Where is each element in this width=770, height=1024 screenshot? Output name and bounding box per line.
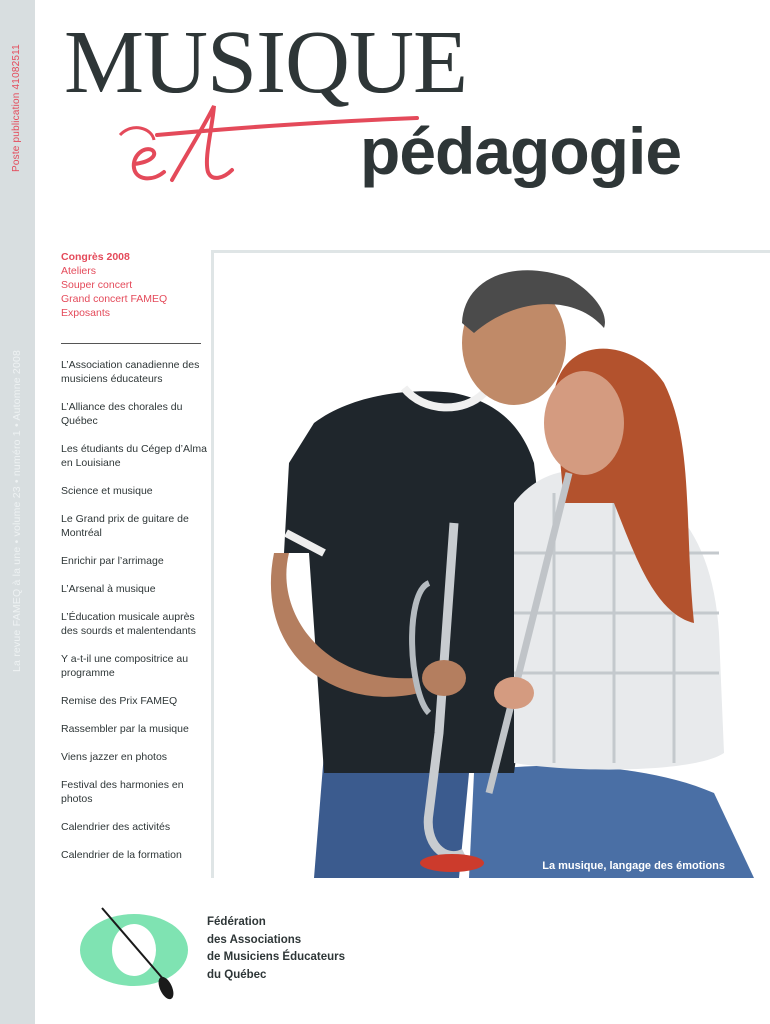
fameq-logo xyxy=(76,902,196,1007)
congres-item: Grand concert FAMEQ xyxy=(61,293,168,305)
congres-item: Souper concert xyxy=(61,279,133,291)
article-item: Remise des Prix FAMEQ xyxy=(61,695,178,707)
fameq-q-logo-icon xyxy=(76,902,196,1002)
article-item: L’Association canadienne des musiciens éducateurs xyxy=(61,359,200,385)
spine-poste-publication: Poste publication 41082511 xyxy=(11,44,22,172)
federation-line: des Associations xyxy=(207,933,302,946)
article-item: Les étudiants du Cégep d’Alma en Louisiane xyxy=(61,443,207,469)
article-item: Calendrier de la formation xyxy=(61,849,182,861)
article-item: Festival des harmonies en photos xyxy=(61,779,184,805)
federation-line: Fédération xyxy=(207,916,266,928)
toc-divider xyxy=(61,343,201,344)
masthead-pedagogie: pédagogie xyxy=(360,114,682,188)
article-item: Enrichir par l’arrimage xyxy=(61,555,164,567)
cover-photo xyxy=(211,250,770,878)
article-item: Calendrier des activités xyxy=(61,821,171,833)
table-of-contents xyxy=(61,250,209,876)
article-item: Rassembler par la musique xyxy=(61,723,189,735)
article-item: Y a-t-il une compositrice au programme xyxy=(61,653,189,679)
congres-block xyxy=(61,250,209,320)
article-item: Le Grand prix de guitare de Montréal xyxy=(61,513,189,539)
congres-item: Exposants xyxy=(61,307,111,319)
federation-line: de Musiciens Éducateurs xyxy=(207,951,346,963)
congres-item: Ateliers xyxy=(61,265,97,277)
masthead-musique: MUSIQUE xyxy=(64,13,468,112)
spine-issue-line: La revue FAMEQ à la une • volume 23 • numéro 1 • Automne 2008 xyxy=(11,349,23,672)
cover-photo-illustration xyxy=(214,253,770,878)
photo-caption: La musique, langage des émotions xyxy=(542,860,725,872)
article-item: Viens jazzer en photos xyxy=(61,751,168,763)
article-item: L’Arsenal à musique xyxy=(61,583,156,595)
article-item: L’Éducation musicale auprès des sourds et malentendants xyxy=(61,611,196,637)
article-item: L’Alliance des chorales du Québec xyxy=(61,401,183,427)
spine-strip xyxy=(0,0,35,1024)
congres-heading: Congrès 2008 xyxy=(61,251,130,263)
federation-name xyxy=(207,914,345,984)
federation-line: du Québec xyxy=(207,968,267,981)
article-item: Science et musique xyxy=(61,485,153,497)
